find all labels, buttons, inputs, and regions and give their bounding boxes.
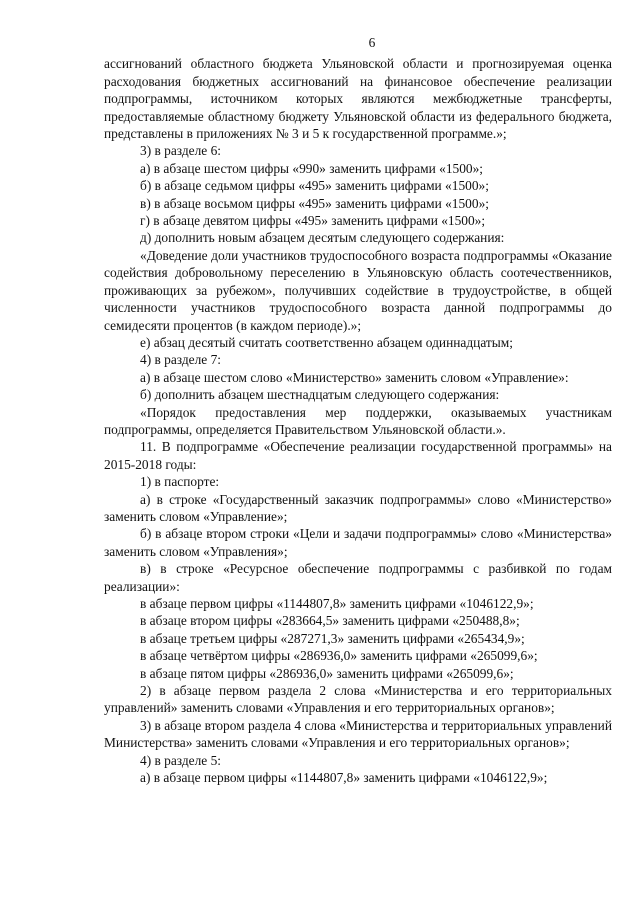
paragraph: 4) в разделе 7:	[140, 352, 222, 368]
document-body	[104, 55, 612, 786]
paragraph: в абзаце третьем цифры «287271,3» заменить цифрами «265434,9»;	[140, 630, 525, 646]
page-number: 6	[368, 35, 376, 50]
paragraph: 1) в паспорте:	[140, 474, 220, 490]
paragraph: «Порядок предоставления мер поддержки, оказываемых участникам подпрограммы, определяется Правительством Ульяновской области.».	[104, 404, 612, 437]
paragraph: в абзаце пятом цифры «286936,0» заменить цифрами «265099,6»;	[140, 665, 514, 681]
paragraph: ассигнований областного бюджета Ульяновской области и прогнозируемая оценка расходования бюджетных ассигнований на финансовое обеспечение реализации подпрограммы, источником которых являются межбюджетные трансферты, предоставляемые областному бюджету Ульяновской области из федерального бюджета, представлены в приложениях № 3 и 5 к государственной программе.»;	[104, 56, 612, 142]
paragraph: б) в абзаце седьмом цифры «495» заменить цифрами «1500»;	[140, 178, 489, 194]
paragraph: 3) в разделе 6:	[140, 143, 222, 159]
paragraph: в) в абзаце восьмом цифры «495» заменить цифрами «1500»;	[140, 195, 489, 211]
paragraph: 3) в абзаце втором раздела 4 слова «Министерства и территориальных управлений Министерства» заменить словами «Управления и его территориальных органов»;	[104, 717, 612, 751]
paragraph: д) дополнить новым абзацем десятым следующего содержания:	[140, 230, 505, 246]
paragraph: е) абзац десятый считать соответственно абзацем одиннадцатым;	[140, 334, 513, 350]
paragraph: 4) в разделе 5:	[140, 752, 222, 768]
paragraph: «Доведение доли участников трудоспособного возраста подпрограммы «Оказание содействия добровольному переселению в Ульяновскую область соотечественников, проживающих за рубежом», получивших содействие в трудоустройстве, в общей численности участников трудоспособного возраста данной подпрограммы до семидесяти процентов (в каждом периоде).»;	[104, 247, 612, 333]
paragraph: а) в абзаце шестом слово «Министерство» заменить словом «Управление»:	[140, 369, 569, 385]
paragraph: 2) в абзаце первом раздела 2 слова «Министерства и его территориальных управлений» заменить словами «Управления и его территориальных органов»;	[104, 683, 612, 716]
paragraph: а) в абзаце первом цифры «1144807,8» заменить цифрами «1046122,9»;	[140, 770, 548, 786]
paragraph: в абзаце втором цифры «283664,5» заменить цифрами «250488,8»;	[140, 613, 520, 629]
paragraph: б) в абзаце втором строки «Цели и задачи подпрограммы» слово «Министерства» заменить словом «Управления»;	[104, 526, 612, 559]
paragraph: в) в строке «Ресурсное обеспечение подпрограммы с разбивкой по годам реализации»:	[104, 561, 612, 594]
paragraph: в абзаце первом цифры «1144807,8» заменить цифрами «1046122,9»;	[140, 596, 534, 611]
paragraph: г) в абзаце девятом цифры «495» заменить цифрами «1500»;	[140, 213, 486, 229]
paragraph: а) в абзаце шестом цифры «990» заменить цифрами «1500»;	[140, 160, 484, 176]
paragraph: в абзаце четвёртом цифры «286936,0» заменить цифрами «265099,6»;	[140, 648, 538, 664]
paragraph: 11. В подпрограмме «Обеспечение реализации государственной программы» на 2015-2018 годы:	[104, 439, 612, 472]
paragraph: а) в строке «Государственный заказчик подпрограммы» слово «Министерство» заменить словом «Управление»;	[104, 491, 612, 524]
paragraph: б) дополнить абзацем шестнадцатым следующего содержания:	[140, 387, 500, 403]
